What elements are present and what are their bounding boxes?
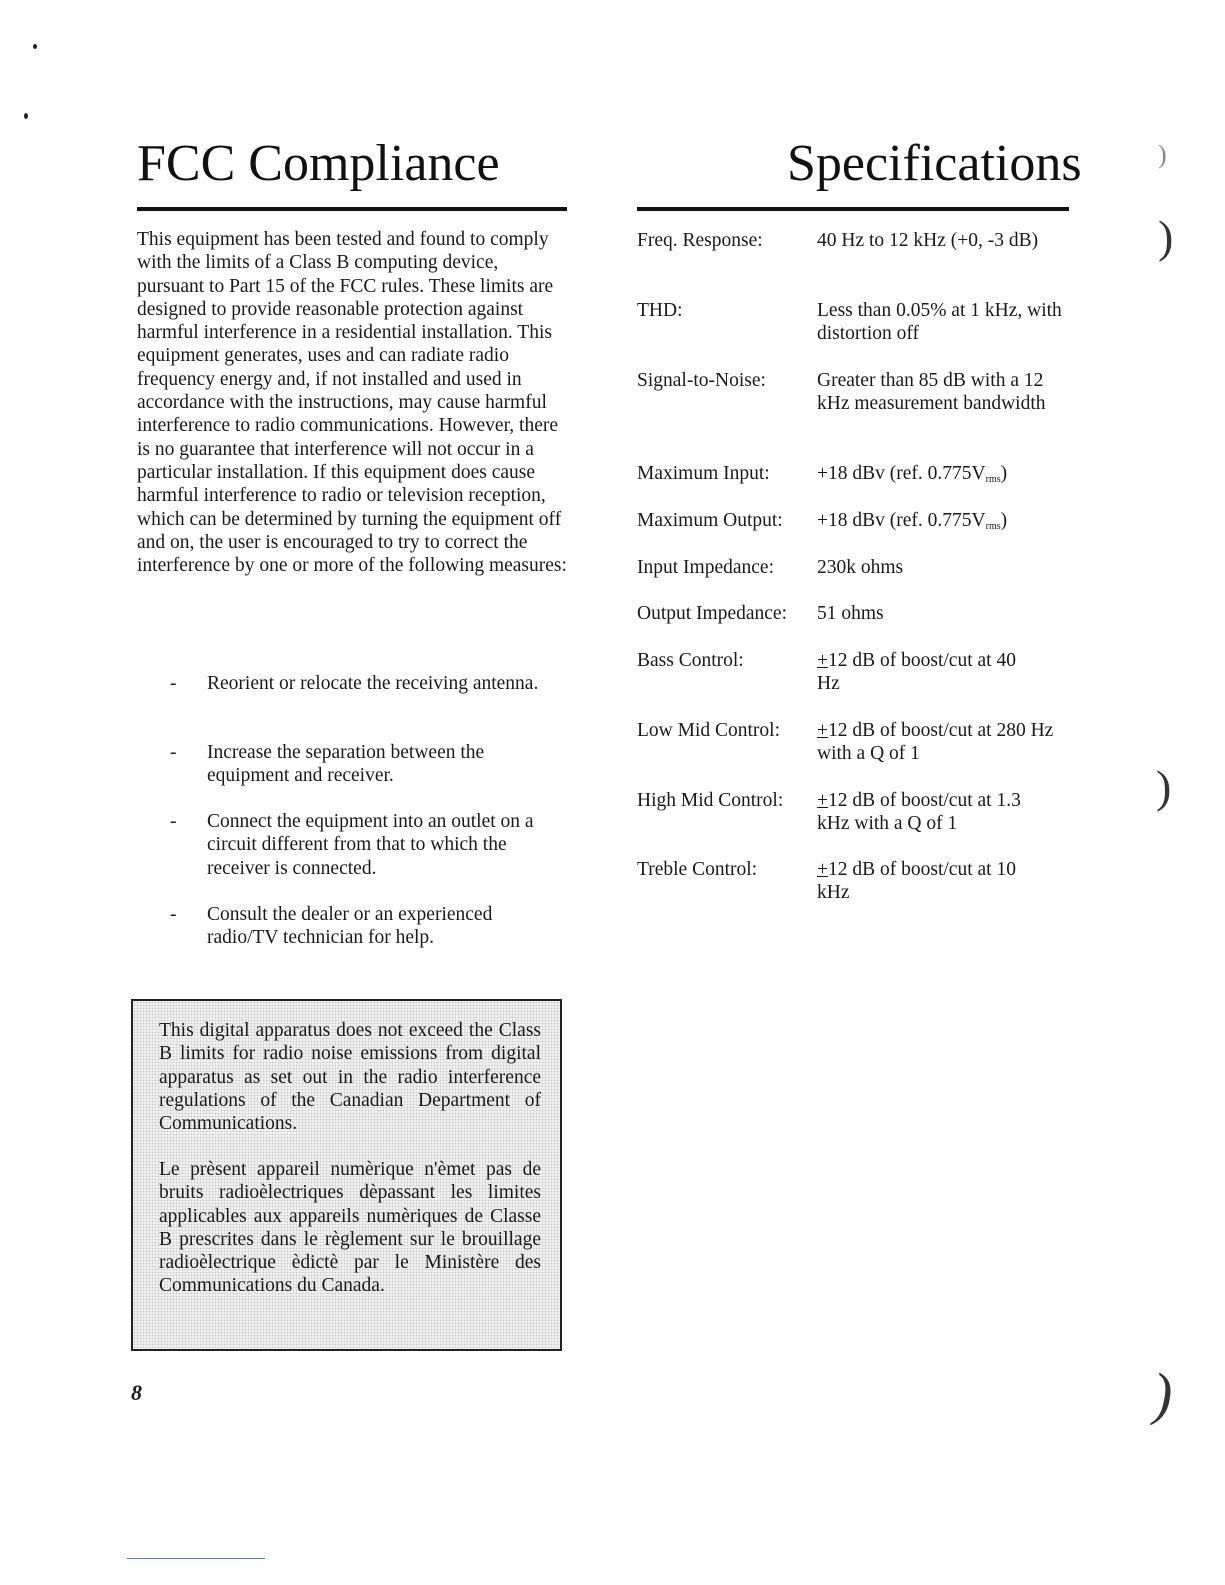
spec-label-maximum-output: Maximum Output: [637,510,783,531]
spec-label-treble-control: Treble Control: [637,859,758,880]
notice-english: This digital apparatus does not exceed the Class B limits for radio noise emissions from digital apparatus as set out in the radio interference regulations of the Canadian Department of Communications. [159,1020,541,1135]
scan-speck [33,44,37,49]
spec-value-treble-control [817,858,1017,905]
margin-mark: ) [1158,211,1174,262]
measure-text: Increase the separation between the equipment and receiver. [207,742,485,787]
margin-mark: ) [1153,1361,1173,1426]
bullet-dash: - [170,904,177,925]
plus-minus-sign: + [817,790,828,811]
rms-subscript: rms [985,474,1001,485]
measure-text: Reorient or relocate the receiving antenna. [207,673,539,694]
fcc-paragraph: This equipment has been tested and found to comply with the limits of a Class B computing device, pursuant to Part 15 of the FCC rules. These limits are designed to provide reasonable protection against harmful interference in a residential installation. This equipment generates, uses and can radiate radio frequency energy and, if not installed and used in accordance with the instructions, may cause harmful interference to radio communications. However, there is no guarantee that interference will not occur in a particular installation. If this equipment does cause harmful interference to radio or television reception, which can be determined by turning the equipment off and on, the user is encouraged to try to correct the interference by one or more of the following measures: [137,229,567,577]
notice-french: Le prèsent appareil numèrique n'èmet pas de bruits radioèlectriques dèpassant les limites applicables aux appareils numèriques de Classe B prescrites dans le règlement sur le brouillage radioèlectrique èdictè par le Ministère des Communications du Canada. [159,1159,541,1297]
margin-mark: ) [1158,140,1167,169]
bullet-dash: - [170,742,177,763]
specifications-title-rule [637,207,1069,211]
spec-label-high-mid-control: High Mid Control: [637,790,784,811]
value-text: 12 dB of boost/cut at 40 Hz [817,650,1016,695]
page-number: 8 [131,1380,142,1405]
margin-mark: ) [1156,761,1172,812]
measure-text: Connect the equipment into an outlet on a circuit different from that to which the receiver is connected. [207,811,534,879]
spec-value-output-impedance: 51 ohms [817,603,884,624]
spec-value-input-impedance: 230k ohms [817,557,904,578]
value-main: +18 dBv (ref. 0.775V [817,510,986,531]
value-text: 12 dB of boost/cut at 280 Hz with a Q of 1 [817,720,1054,765]
bullet-dash: - [170,811,177,832]
specifications-title: Specifications [787,135,1082,192]
spec-value-maximum-input [817,462,1067,491]
spec-value-thd: Less than 0.05% at 1 kHz, with distortion off [817,300,1062,345]
bullet-dash: - [170,673,177,694]
spec-value-maximum-output [817,509,1067,538]
spec-label-output-impedance: Output Impedance: [637,603,787,624]
spec-value-high-mid-control [817,789,1057,836]
value-main: +18 dBv (ref. 0.775V [817,463,986,484]
spec-value-freq-response: 40 Hz to 12 kHz (+0, -3 dB) [817,230,1039,251]
spec-label-maximum-input: Maximum Input: [637,463,770,484]
plus-minus-sign: + [817,720,828,741]
value-close: ) [1000,510,1008,531]
fcc-title-rule [137,207,567,211]
plus-minus-sign: + [817,859,828,880]
plus-minus-sign: + [817,650,828,671]
spec-value-signal-to-noise: Greater than 85 dB with a 12 kHz measurement bandwidth [817,370,1046,415]
canadian-notice-box [131,999,562,1351]
rms-subscript: rms [985,521,1001,532]
spec-label-low-mid-control: Low Mid Control: [637,720,781,741]
fcc-title: FCC Compliance [137,135,500,192]
scan-artifact-line [127,1558,265,1559]
spec-label-thd: THD: [637,300,683,321]
value-text: 12 dB of boost/cut at 10 kHz [817,859,1016,904]
scan-speck [24,113,28,119]
spec-label-signal-to-noise: Signal-to-Noise: [637,370,766,391]
spec-value-low-mid-control [817,719,1057,766]
spec-label-freq-response: Freq. Response: [637,230,763,251]
measure-text: Consult the dealer or an experienced radio/TV technician for help. [207,904,493,949]
spec-label-input-impedance: Input Impedance: [637,557,774,578]
value-text: 12 dB of boost/cut at 1.3 kHz with a Q of 1 [817,790,1021,835]
spec-label-bass-control: Bass Control: [637,650,744,671]
value-close: ) [1000,463,1008,484]
spec-value-bass-control [817,649,1017,696]
